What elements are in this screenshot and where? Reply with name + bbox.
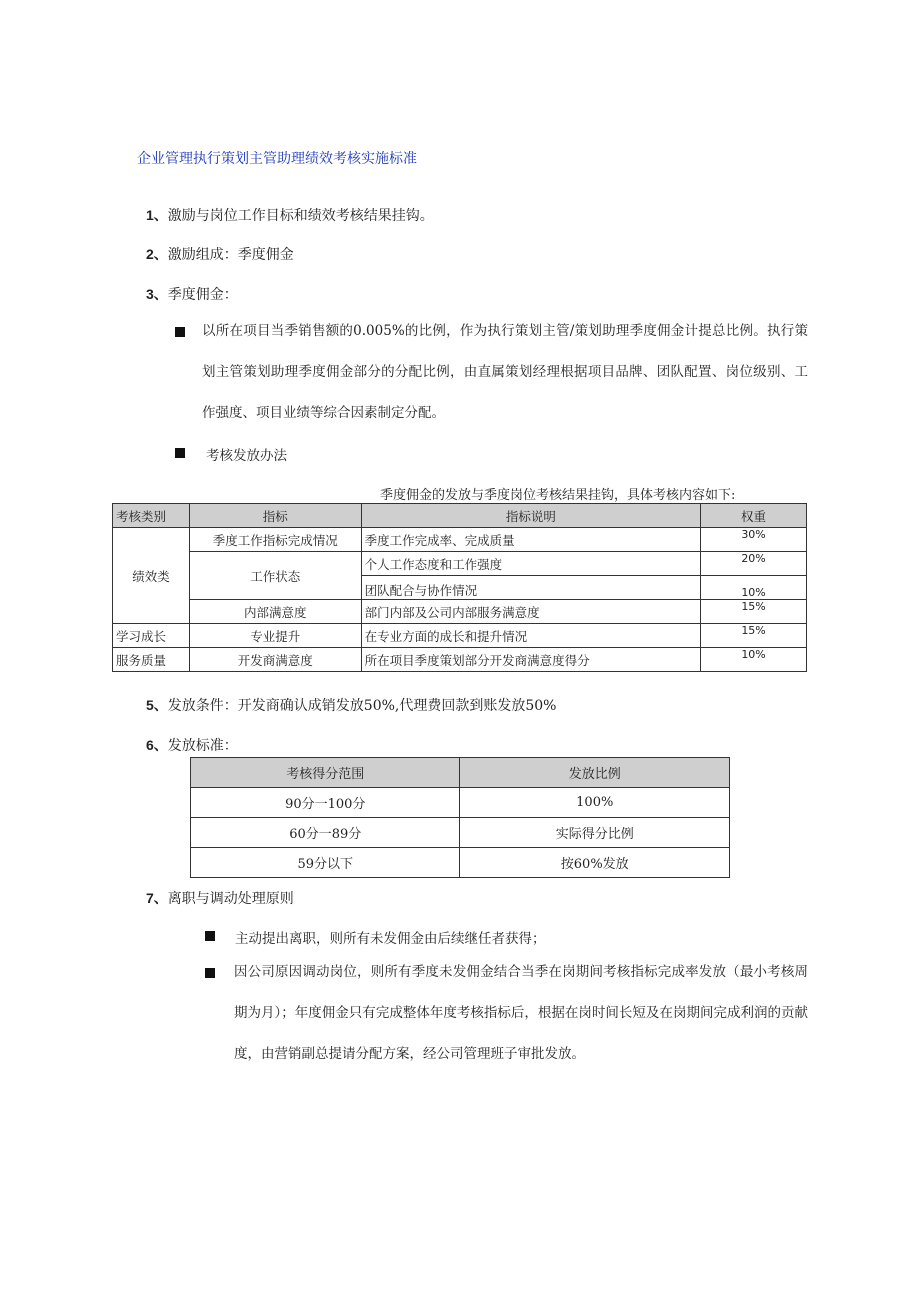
indicator-cell: 内部满意度 xyxy=(189,600,361,624)
section-number: 5、 xyxy=(146,697,168,713)
category-cell: 绩效类 xyxy=(113,528,190,624)
section-number: 2、 xyxy=(146,246,168,262)
desc-cell: 所在项目季度策划部分开发商满意度得分 xyxy=(361,648,700,672)
square-bullet-icon xyxy=(205,968,215,978)
payout-ratio-cell: 100% xyxy=(460,788,730,818)
desc-cell: 团队配合与协作情况 xyxy=(361,576,700,600)
score-range-cell: 60分一89分 xyxy=(191,818,460,848)
weight-cell: 30% xyxy=(701,528,807,552)
payout-ratio-cell: 实际得分比例 xyxy=(460,818,730,848)
desc-cell: 季度工作完成率、完成质量 xyxy=(361,528,700,552)
commission-paragraph: 以所在项目当季销售额的0.005%的比例，作为执行策划主管/策划助理季度佣金计提总比例。执行策划主管策划助理季度佣金部分的分配比例，由直属策划经理根据项目品牌、团队配置、岗位级别、工作强度、项目业绩等综合因素制定分配。 xyxy=(202,323,808,421)
section-text: 季度佣金： xyxy=(167,287,238,303)
indicator-cell: 工作状态 xyxy=(189,552,361,600)
section-text: 发放标准： xyxy=(167,738,238,754)
indicator-cell: 季度工作指标完成情况 xyxy=(189,528,361,552)
category-cell: 学习成长 xyxy=(113,624,190,648)
table-row xyxy=(113,600,807,624)
section-6 xyxy=(146,735,238,755)
square-bullet-icon xyxy=(175,448,185,458)
weight-cell: 20% xyxy=(701,552,807,576)
indicator-cell: 开发商满意度 xyxy=(189,648,361,672)
section-1 xyxy=(146,205,434,225)
table-row xyxy=(113,552,807,576)
document-title: 企业管理执行策划主管助理绩效考核实施标准 xyxy=(137,151,417,167)
header-cell: 指标 xyxy=(189,504,361,528)
weight-cell: 15% xyxy=(701,624,807,648)
header-cell: 权重 xyxy=(701,504,807,528)
desc-cell: 在专业方面的成长和提升情况 xyxy=(361,624,700,648)
weight-cell: 10% xyxy=(701,648,807,672)
section-3 xyxy=(146,284,238,304)
weight-cell: 10% xyxy=(701,576,807,600)
section-5 xyxy=(146,695,556,715)
section-text: 激励组成：季度佣金 xyxy=(167,247,294,263)
section-text: 离职与调动处理原则 xyxy=(167,891,294,907)
table-row xyxy=(113,528,807,552)
desc-cell: 个人工作态度和工作强度 xyxy=(361,552,700,576)
indicator-cell: 专业提升 xyxy=(189,624,361,648)
table-row xyxy=(191,848,730,878)
square-bullet-icon xyxy=(205,931,215,941)
transfer-rule: 因公司原因调动岗位，则所有季度未发佣金结合当季在岗期间考核指标完成率发放（最小考核周期为月）；年度佣金只有完成整体年度考核指标后，根据在岗时间长短及在岗期间完成利润的贡献度，由营销副总提请分配方案，经公司管理班子审批发放。 xyxy=(234,964,808,1062)
section-number: 3、 xyxy=(146,286,168,302)
table-row xyxy=(191,788,730,818)
table-header-row xyxy=(113,504,807,528)
payout-ratio-cell: 按60%发放 xyxy=(460,848,730,878)
section-text: 开发商确认成销发放50%,代理费回款到账发放50% xyxy=(237,698,557,714)
score-range-cell: 59分以下 xyxy=(191,848,460,878)
desc-cell: 部门内部及公司内部服务满意度 xyxy=(361,600,700,624)
payout-standard-table xyxy=(190,757,730,878)
section-number: 1、 xyxy=(146,207,168,223)
header-cell: 指标说明 xyxy=(361,504,700,528)
header-cell: 考核类别 xyxy=(113,504,190,528)
table-caption: 季度佣金的发放与季度岗位考核结果挂钩，具体考核内容如下: xyxy=(380,488,736,503)
section-label: 发放条件： xyxy=(167,698,238,714)
section-7 xyxy=(146,888,294,908)
table-row xyxy=(113,624,807,648)
table-row xyxy=(191,818,730,848)
weight-cell: 15% xyxy=(701,600,807,624)
section-number: 7、 xyxy=(146,890,168,906)
section-2 xyxy=(146,244,294,264)
square-bullet-icon xyxy=(175,327,185,337)
header-cell: 发放比例 xyxy=(460,758,730,788)
category-cell: 服务质量 xyxy=(113,648,190,672)
table-header-row xyxy=(191,758,730,788)
header-cell: 考核得分范围 xyxy=(191,758,460,788)
assessment-table xyxy=(112,503,807,672)
assessment-method-label: 考核发放办法 xyxy=(206,448,287,464)
section-text: 激励与岗位工作目标和绩效考核结果挂钩。 xyxy=(167,208,434,224)
section-number: 6、 xyxy=(146,737,168,753)
resignation-rule: 主动提出离职，则所有未发佣金由后续继任者获得； xyxy=(235,931,546,947)
table-row xyxy=(113,648,807,672)
score-range-cell: 90分一100分 xyxy=(191,788,460,818)
